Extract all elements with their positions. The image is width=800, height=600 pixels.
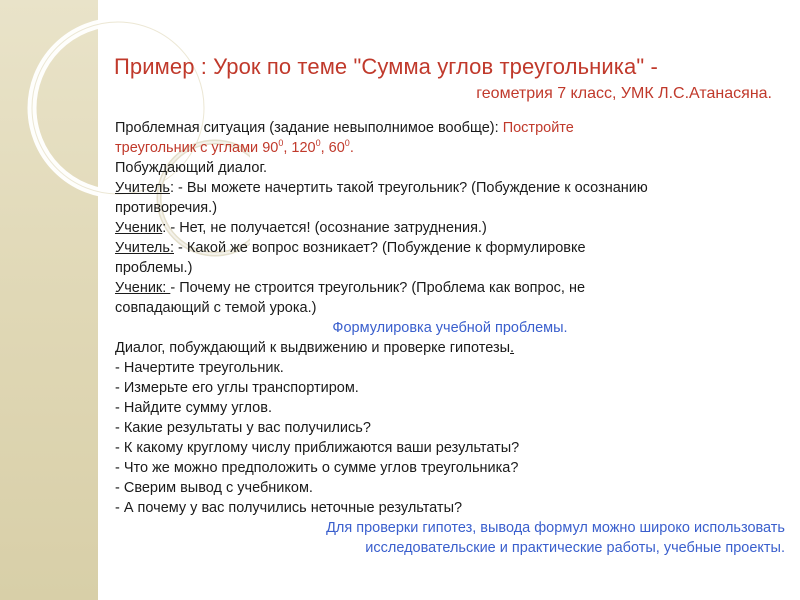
speaker-teacher: Учитель xyxy=(115,180,170,196)
conclusion-line2: исследовательские и практические работы, учебные проекты. xyxy=(365,540,785,556)
step-item: - А почему у вас получились неточные результаты? xyxy=(115,500,463,516)
hypothesis-heading: Диалог, побуждающий к выдвижению и проверке гипотезы. xyxy=(115,340,515,356)
slide-title: Пример : Урок по теме "Сумма углов треугольника" - xyxy=(114,54,658,79)
problem-end: . xyxy=(349,140,354,156)
problem-situation xyxy=(115,118,785,138)
conclusion-line1: Для проверки гипотез, вывода формул можно широко использовать xyxy=(326,520,785,536)
angle2-degree: 0 xyxy=(315,138,321,149)
problem-intro: Проблемная ситуация (задание невыполнимое вообще): xyxy=(115,120,503,136)
step-item: - Что же можно предположить о сумме углов треугольника? xyxy=(115,460,519,476)
step-item: - К какому круглому числу приближаются ваши результаты? xyxy=(115,440,520,456)
step-item: - Найдите сумму углов. xyxy=(115,400,272,416)
speaker-student: Ученик: xyxy=(115,280,171,296)
step-item: - Начертите треугольник. xyxy=(115,360,284,376)
angle3-degree: 0 xyxy=(344,138,350,149)
dialog-line: Учитель: - Какой же вопрос возникает? (Побуждение к формулировке xyxy=(115,240,586,256)
problem-task-line2 xyxy=(115,138,785,158)
step-item: - Какие результаты у вас получились? xyxy=(115,420,371,436)
dialog-heading: Побуждающий диалог. xyxy=(115,160,268,176)
dialog-line: совпадающий с темой урока.) xyxy=(115,300,317,316)
dialog-line: Ученик: - Почему не строится треугольник? (Проблема как вопрос, не xyxy=(115,280,586,296)
speaker-teacher: Учитель: xyxy=(115,240,174,256)
problem-sep1: , 120 xyxy=(283,140,316,156)
slide-subtitle: геометрия 7 класс, УМК Л.С.Атанасяна. xyxy=(476,85,772,102)
speaker-student: Ученик xyxy=(115,220,163,236)
angle1-degree: 0 xyxy=(278,138,284,149)
formulation-heading: Формулировка учебной проблемы. xyxy=(332,320,568,336)
slide-body xyxy=(115,118,785,558)
step-item: - Сверим вывод с учебником. xyxy=(115,480,313,496)
dialog-line: Ученик: - Нет, не получается! (осознание затруднения.) xyxy=(115,220,487,236)
problem-task-part2: треугольник с углами 90 xyxy=(115,140,279,156)
dialog-line: Учитель: - Вы можете начертить такой треугольник? (Побуждение к осознанию xyxy=(115,180,648,196)
step-item: - Измерьте его углы транспортиром. xyxy=(115,380,359,396)
dialog-line: противоречия.) xyxy=(115,200,218,216)
problem-sep2: , 60 xyxy=(320,140,345,156)
decorative-side-panel xyxy=(0,0,98,600)
problem-task-part1: Постройте xyxy=(502,120,574,136)
dialog-line: проблемы.) xyxy=(115,260,193,276)
